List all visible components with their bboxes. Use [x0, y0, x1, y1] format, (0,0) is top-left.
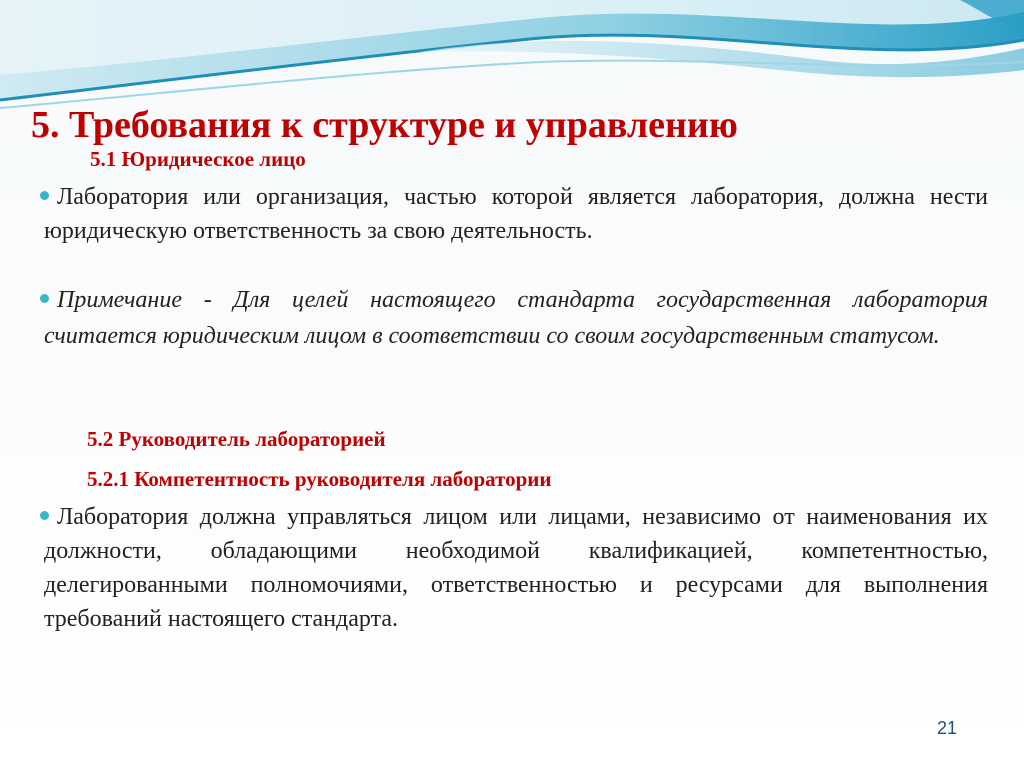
bullet-icon — [40, 294, 49, 303]
note-5-1 — [44, 282, 988, 354]
slide-title: 5. Требования к структуре и управлению — [31, 104, 738, 146]
section-5-2-1-heading: 5.2.1 Компетентность руководителя лаборатории — [87, 467, 552, 491]
bullet-icon — [40, 191, 49, 200]
paragraph-5-2-1 — [44, 500, 988, 636]
page-number: 21 — [937, 718, 958, 738]
paragraph-5-2-1-text: Лаборатория должна управляться лицом или лицами, независимо от наименования их должности, обладающими необходимой квалификацией, компетентностью, делегированными полномочиями, ответственностью и ресурсами для выполнения требований настоящего стандарта. — [44, 504, 988, 632]
paragraph-5-1 — [44, 180, 988, 248]
paragraph-5-1-text: Лаборатория или организация, частью которой является лаборатория, должна нести юридическую ответственность за свою деятельность. — [44, 184, 988, 244]
section-5-1-heading: 5.1 Юридическое лицо — [90, 147, 306, 171]
note-5-1-text: Примечание - Для целей настоящего стандарта государственная лаборатория считается юридическим лицом в соответствии со своим государственным статусом. — [44, 287, 988, 349]
section-5-2-heading: 5.2 Руководитель лабораторией — [87, 427, 386, 451]
bullet-icon — [40, 511, 49, 520]
